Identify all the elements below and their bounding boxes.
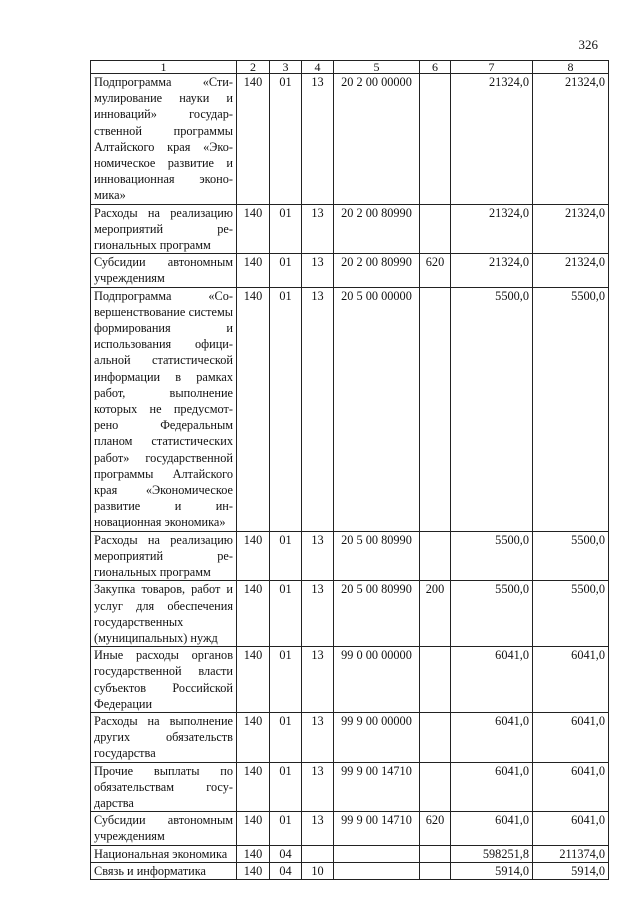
row-target-item: 99 9 00 00000: [334, 712, 420, 762]
table-row: [91, 204, 609, 254]
row-amount-1: 6041,0: [451, 762, 533, 812]
row-ministry-code: 140: [237, 581, 270, 647]
row-expense-type: [420, 74, 451, 205]
row-amount-2: 5500,0: [533, 581, 609, 647]
row-section-code: 01: [270, 254, 302, 287]
row-expense-type: [420, 647, 451, 713]
row-section-code: 01: [270, 812, 302, 845]
header-cell-1: 1: [91, 61, 237, 74]
row-section-code: 04: [270, 845, 302, 862]
row-name: Закупка товаров, работ и услуг для обеспечения государственных (муниципальных) нужд: [91, 581, 237, 647]
row-name: Расходы на реализацию мероприятий региональных программ: [91, 531, 237, 581]
table-row: [91, 712, 609, 762]
budget-table: [90, 60, 609, 880]
row-section-code: 01: [270, 581, 302, 647]
row-amount-2: 6041,0: [533, 712, 609, 762]
row-expense-type: 200: [420, 581, 451, 647]
row-expense-type: 620: [420, 812, 451, 845]
row-ministry-code: 140: [237, 204, 270, 254]
row-name: Национальная экономика: [91, 845, 237, 862]
row-ministry-code: 140: [237, 845, 270, 862]
table-row: [91, 531, 609, 581]
row-amount-2: 6041,0: [533, 812, 609, 845]
header-cell-6: 6: [420, 61, 451, 74]
row-amount-2: 21324,0: [533, 254, 609, 287]
row-name: Прочие выплаты по обязательствам государства: [91, 762, 237, 812]
table-row: [91, 812, 609, 845]
row-ministry-code: 140: [237, 254, 270, 287]
row-name: Связь и информатика: [91, 862, 237, 879]
table-row: [91, 862, 609, 879]
row-amount-1: 5914,0: [451, 862, 533, 879]
row-section-code: 01: [270, 204, 302, 254]
row-expense-type: [420, 712, 451, 762]
header-cell-8: 8: [533, 61, 609, 74]
row-subsection-code: 13: [302, 74, 334, 205]
row-subsection-code: 13: [302, 762, 334, 812]
header-cell-3: 3: [270, 61, 302, 74]
row-subsection-code: 13: [302, 812, 334, 845]
row-section-code: 01: [270, 74, 302, 205]
row-amount-2: 6041,0: [533, 762, 609, 812]
row-target-item: 99 9 00 14710: [334, 762, 420, 812]
row-subsection-code: 13: [302, 647, 334, 713]
row-name: Иные расходы органов государственной власти субъектов Российской Федерации: [91, 647, 237, 713]
table-row: [91, 845, 609, 862]
row-amount-1: 5500,0: [451, 581, 533, 647]
header-cell-4: 4: [302, 61, 334, 74]
row-target-item: 99 0 00 00000: [334, 647, 420, 713]
page-number: 326: [578, 37, 598, 52]
row-amount-2: 211374,0: [533, 845, 609, 862]
row-amount-1: 6041,0: [451, 712, 533, 762]
row-amount-2: 21324,0: [533, 204, 609, 254]
row-target-item: 20 5 00 80990: [334, 531, 420, 581]
row-amount-1: 6041,0: [451, 812, 533, 845]
row-expense-type: [420, 845, 451, 862]
row-subsection-code: 13: [302, 712, 334, 762]
row-section-code: 04: [270, 862, 302, 879]
row-amount-2: 21324,0: [533, 74, 609, 205]
table-row: [91, 254, 609, 287]
row-amount-2: 5914,0: [533, 862, 609, 879]
row-name: Расходы на выполнение других обязательств государства: [91, 712, 237, 762]
row-section-code: 01: [270, 287, 302, 531]
row-amount-1: 21324,0: [451, 74, 533, 205]
row-ministry-code: 140: [237, 531, 270, 581]
row-amount-1: 5500,0: [451, 287, 533, 531]
row-target-item: 20 5 00 80990: [334, 581, 420, 647]
row-ministry-code: 140: [237, 287, 270, 531]
row-ministry-code: 140: [237, 74, 270, 205]
row-amount-2: 6041,0: [533, 647, 609, 713]
row-amount-2: 5500,0: [533, 531, 609, 581]
row-target-item: 20 2 00 00000: [334, 74, 420, 205]
table-row: [91, 581, 609, 647]
row-amount-2: 5500,0: [533, 287, 609, 531]
row-target-item: [334, 862, 420, 879]
row-subsection-code: 13: [302, 581, 334, 647]
row-target-item: 20 2 00 80990: [334, 204, 420, 254]
row-ministry-code: 140: [237, 812, 270, 845]
row-subsection-code: [302, 845, 334, 862]
header-cell-5: 5: [334, 61, 420, 74]
row-expense-type: [420, 531, 451, 581]
row-expense-type: [420, 204, 451, 254]
row-amount-1: 6041,0: [451, 647, 533, 713]
row-ministry-code: 140: [237, 647, 270, 713]
row-target-item: 20 2 00 80990: [334, 254, 420, 287]
row-name: Субсидии автономным учреждениям: [91, 812, 237, 845]
row-expense-type: [420, 287, 451, 531]
row-ministry-code: 140: [237, 762, 270, 812]
row-target-item: [334, 845, 420, 862]
row-section-code: 01: [270, 647, 302, 713]
header-row: [91, 61, 609, 74]
row-expense-type: 620: [420, 254, 451, 287]
row-name: Субсидии автономным учреждениям: [91, 254, 237, 287]
row-subsection-code: 13: [302, 204, 334, 254]
row-amount-1: 21324,0: [451, 254, 533, 287]
table-row: [91, 74, 609, 205]
row-amount-1: 5500,0: [451, 531, 533, 581]
row-target-item: 99 9 00 14710: [334, 812, 420, 845]
row-subsection-code: 13: [302, 254, 334, 287]
row-name: Подпрограмма «Совершенствование системы формирования и использования официальной статистической информации в рамках работ, выполнение которых не предусмотрено Федеральным планом статистических работ» государственной программы Алтайского края «Экономическое развитие и инновационная экономика»: [91, 287, 237, 531]
row-name: Подпрограмма «Стимулирование науки и инноваций» государственной программы Алтайского края «Экономическое развитие и инновационная экономика»: [91, 74, 237, 205]
header-cell-2: 2: [237, 61, 270, 74]
table-row: [91, 647, 609, 713]
row-amount-1: 21324,0: [451, 204, 533, 254]
row-subsection-code: 10: [302, 862, 334, 879]
row-ministry-code: 140: [237, 862, 270, 879]
table-row: [91, 287, 609, 531]
row-ministry-code: 140: [237, 712, 270, 762]
row-subsection-code: 13: [302, 531, 334, 581]
row-name: Расходы на реализацию мероприятий региональных программ: [91, 204, 237, 254]
row-amount-1: 598251,8: [451, 845, 533, 862]
row-target-item: 20 5 00 00000: [334, 287, 420, 531]
row-expense-type: [420, 762, 451, 812]
row-expense-type: [420, 862, 451, 879]
row-subsection-code: 13: [302, 287, 334, 531]
row-section-code: 01: [270, 712, 302, 762]
row-section-code: 01: [270, 762, 302, 812]
header-cell-7: 7: [451, 61, 533, 74]
table-row: [91, 762, 609, 812]
row-section-code: 01: [270, 531, 302, 581]
